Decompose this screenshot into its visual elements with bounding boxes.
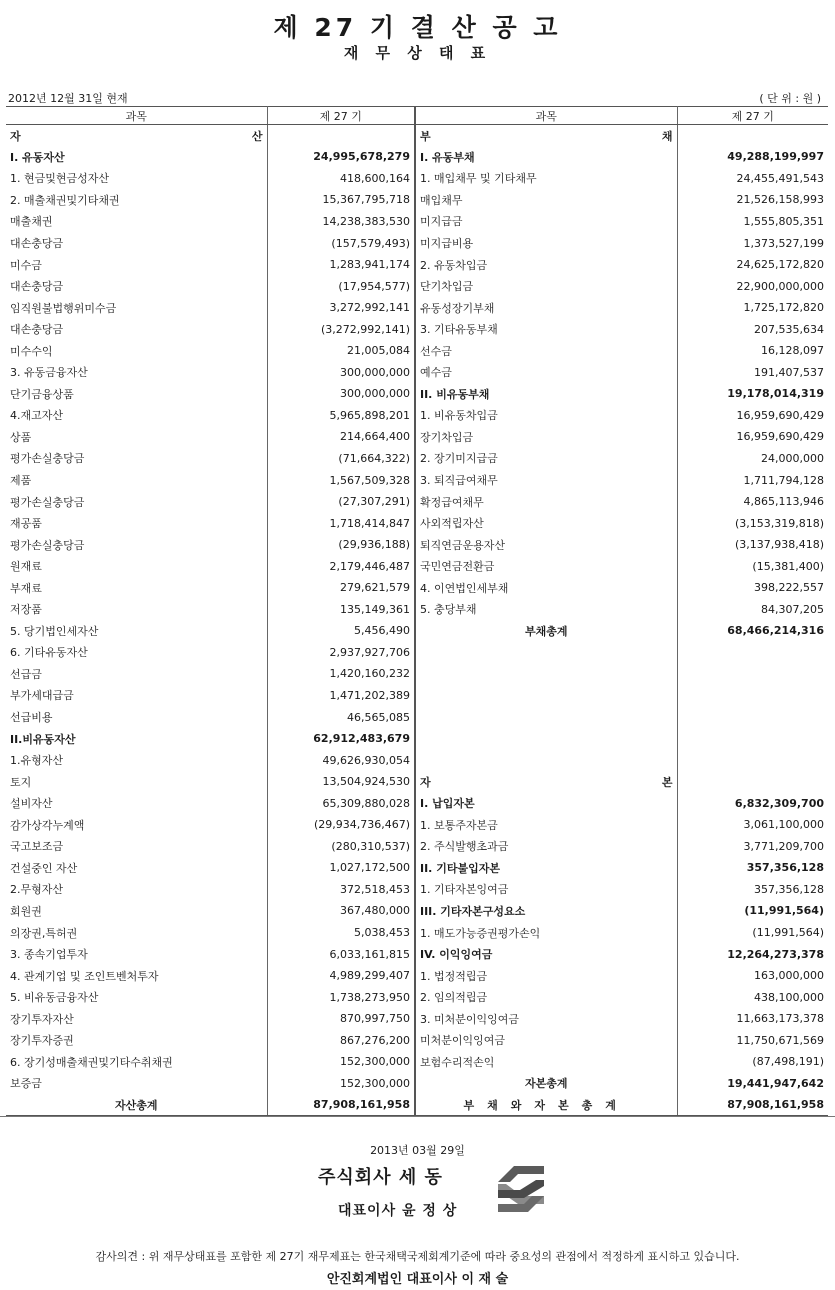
- account-label: 평가손실충당금: [6, 448, 267, 470]
- amount-value: [677, 642, 828, 664]
- account-label: 회원권: [6, 900, 267, 922]
- account-label: 1.유형자산: [6, 749, 267, 771]
- table-row: [6, 1051, 828, 1073]
- amount-value: 65,309,880,028: [267, 792, 415, 814]
- amount-value: 49,288,199,997: [727, 150, 824, 164]
- table-row: [6, 857, 828, 879]
- account-label: [415, 642, 677, 664]
- account-label: 평가손실충당금: [6, 534, 267, 556]
- amount-value: 1,555,805,351: [743, 214, 824, 228]
- amount-value: (17,954,577): [267, 275, 415, 297]
- table-row: [6, 792, 828, 814]
- amount-value: 300,000,000: [267, 383, 415, 405]
- account-label: 1. 기타자본잉여금: [415, 879, 677, 901]
- header-period-left: 제 27 기: [267, 107, 415, 125]
- table-row: [6, 728, 828, 750]
- table-row: [6, 685, 828, 707]
- amount-value: 4,989,299,407: [267, 965, 415, 987]
- account-label: 유동성장기부채: [415, 297, 677, 319]
- account-label: II.비유동자산: [6, 728, 267, 750]
- account-label: 제품: [6, 469, 267, 491]
- amount-value: [677, 663, 828, 685]
- amount-value: (29,936,188): [267, 534, 415, 556]
- amount-value: 19,441,947,642: [727, 1076, 824, 1090]
- table-row: [6, 189, 828, 211]
- account-label: 1. 법정적립금: [415, 965, 677, 987]
- account-label: 부가세대급금: [6, 685, 267, 707]
- table-row: [6, 211, 828, 233]
- ceo-name: 대표이사 윤 정 상: [338, 1203, 458, 1219]
- account-label: 확정급여채무: [415, 491, 677, 513]
- account-label: IV. 이익잉여금: [415, 943, 677, 965]
- amount-value: [677, 685, 828, 707]
- section-heading-first-char: 부: [420, 129, 431, 143]
- table-row: [6, 706, 828, 728]
- table-row: [6, 405, 828, 427]
- account-label: 1. 보통주자본금: [415, 814, 677, 836]
- table-row: [6, 577, 828, 599]
- account-label: 자산총계: [6, 1094, 267, 1116]
- account-label: 토지: [6, 771, 267, 793]
- amount-value: (29,934,736,467): [267, 814, 415, 836]
- table-row: [6, 469, 828, 491]
- table-row: [6, 125, 828, 147]
- table-row: [6, 599, 828, 621]
- amount-value: 6,832,309,700: [734, 796, 824, 810]
- account-label: 5. 당기법인세자산: [6, 620, 267, 642]
- table-row: [6, 491, 828, 513]
- amount-value: 11,750,671,569: [736, 1033, 824, 1047]
- amount-value: 3,771,209,700: [743, 839, 824, 853]
- account-label: 건설중인 자산: [6, 857, 267, 879]
- amount-value: 3,061,100,000: [743, 818, 824, 832]
- account-label: 3. 기타유동부채: [415, 318, 677, 340]
- amount-value: 357,356,128: [746, 861, 824, 875]
- sedong-logo-icon: [492, 1160, 550, 1218]
- amount-value: 1,027,172,500: [267, 857, 415, 879]
- page-subtitle: 재 무 상 태 표: [343, 44, 492, 62]
- amount-value: 438,100,000: [754, 990, 824, 1004]
- table-row: [6, 340, 828, 362]
- section-heading-left: [10, 128, 263, 144]
- account-label: 미처분이익잉여금: [415, 1029, 677, 1051]
- account-label: 단기금융상품: [6, 383, 267, 405]
- amount-value: 3,272,992,141: [267, 297, 415, 319]
- section-heading-last-char: 채: [661, 129, 673, 143]
- amount-value: (15,381,400): [752, 559, 824, 573]
- table-row: [6, 620, 828, 642]
- account-label: 선수금: [415, 340, 677, 362]
- amount-value: 2,937,927,706: [267, 642, 415, 664]
- amount-value: 867,276,200: [267, 1029, 415, 1051]
- account-label: 평가손실충당금: [6, 491, 267, 513]
- account-label: [415, 749, 677, 771]
- amount-value: 1,718,414,847: [267, 512, 415, 534]
- account-label: 대손충당금: [6, 318, 267, 340]
- amount-value: [677, 125, 828, 147]
- amount-value: 163,000,000: [754, 969, 824, 983]
- section-cell: [415, 125, 677, 147]
- account-label: 부재료: [6, 577, 267, 599]
- account-label: 3. 미처분이익잉여금: [415, 1008, 677, 1030]
- table-row: [6, 362, 828, 384]
- account-label: 3. 퇴직급여채무: [415, 469, 677, 491]
- amount-value: 1,373,527,199: [743, 236, 824, 250]
- amount-value: 22,900,000,000: [736, 279, 824, 293]
- section-heading-right: [420, 774, 673, 790]
- account-label: 상품: [6, 426, 267, 448]
- table-row: [6, 879, 828, 901]
- table-row: [6, 168, 828, 190]
- amount-value: 5,965,898,201: [267, 405, 415, 427]
- account-label: 부채와자본총계: [415, 1094, 677, 1116]
- account-label: 감가상각누계액: [6, 814, 267, 836]
- account-label: 2. 주식발행초과금: [415, 836, 677, 858]
- amount-value: 207,535,634: [754, 322, 824, 336]
- table-row: [6, 318, 828, 340]
- amount-value: 24,000,000: [761, 451, 824, 465]
- table-row: [6, 254, 828, 276]
- table-row: [6, 534, 828, 556]
- account-label: 장기차입금: [415, 426, 677, 448]
- amount-value: 21,005,084: [267, 340, 415, 362]
- table-row: [6, 836, 828, 858]
- amount-value: 870,997,750: [267, 1008, 415, 1030]
- amount-value: 418,600,164: [267, 168, 415, 190]
- account-label: 대손충당금: [6, 232, 267, 254]
- account-label: II. 기타불입자본: [415, 857, 677, 879]
- account-label: 6. 기타유동자산: [6, 642, 267, 664]
- amount-value: 372,518,453: [267, 879, 415, 901]
- table-row: [6, 275, 828, 297]
- table-row: [6, 749, 828, 771]
- amount-value: 46,565,085: [267, 706, 415, 728]
- amount-value: (71,664,322): [267, 448, 415, 470]
- amount-value: 11,663,173,378: [736, 1012, 824, 1026]
- audit-opinion: 감사의견 : 위 재무상태표를 포함한 제 27기 재무제표는 한국채택국제회계기준에 따라 중요성의 관점에서 적정하게 표시하고 있습니다.: [95, 1250, 740, 1263]
- account-label: 국고보조금: [6, 836, 267, 858]
- amount-value: 24,625,172,820: [736, 258, 824, 272]
- table-row: [6, 555, 828, 577]
- account-label: 매입채무: [415, 189, 677, 211]
- table-bottom-divider: [0, 1116, 835, 1117]
- amount-value: 357,356,128: [754, 882, 824, 896]
- table-row: [6, 771, 828, 793]
- signature-date: 2013년 03월 29일: [370, 1144, 465, 1157]
- account-label: 2. 장기미지급금: [415, 448, 677, 470]
- amount-value: 2,179,446,487: [267, 555, 415, 577]
- table-header-row: [6, 107, 828, 125]
- currency-unit: ( 단 위 : 원 ): [759, 92, 821, 105]
- amount-value: [677, 771, 828, 793]
- table-row: [6, 1029, 828, 1051]
- account-label: 1. 매입채무 및 기타채무: [415, 168, 677, 190]
- account-label: 2. 유동차입금: [415, 254, 677, 276]
- amount-value: 214,664,400: [267, 426, 415, 448]
- balance-sheet-table: [6, 106, 828, 1116]
- section-cell: [6, 125, 267, 147]
- table-row: [6, 965, 828, 987]
- table-row: [6, 642, 828, 664]
- amount-value: (3,137,938,418): [734, 538, 824, 552]
- amount-value: 1,738,273,950: [267, 986, 415, 1008]
- table-row: [6, 943, 828, 965]
- amount-value: (87,498,191): [752, 1055, 824, 1069]
- table-row: [6, 814, 828, 836]
- account-label: 보험수리적손익: [415, 1051, 677, 1073]
- amount-value: 16,959,690,429: [736, 430, 824, 444]
- amount-value: 87,908,161,958: [677, 1094, 828, 1116]
- account-label: 미수수익: [6, 340, 267, 362]
- amount-value: 24,995,678,279: [267, 146, 415, 168]
- account-label: 미지급비용: [415, 232, 677, 254]
- section-heading-last-char: 산: [251, 129, 263, 143]
- amount-value: 4,865,113,946: [743, 495, 824, 509]
- amount-value: [267, 125, 415, 147]
- account-label: 부채총계: [415, 620, 677, 642]
- amount-value: 15,367,795,718: [267, 189, 415, 211]
- table-row: [6, 663, 828, 685]
- account-label: 매출채권: [6, 211, 267, 233]
- table-row: [6, 1073, 828, 1095]
- table-row: [6, 146, 828, 168]
- table-row: [6, 1008, 828, 1030]
- amount-value: 152,300,000: [267, 1073, 415, 1095]
- amount-value: 24,455,491,543: [736, 171, 824, 185]
- amount-value: 367,480,000: [267, 900, 415, 922]
- account-label: 임직원불법행위미수금: [6, 297, 267, 319]
- section-heading-first-char: 자: [10, 129, 21, 143]
- amount-value: 84,307,205: [761, 602, 824, 616]
- account-label: 6. 장기성매출채권및기타수취채권: [6, 1051, 267, 1073]
- account-label: 3. 종속기업투자: [6, 943, 267, 965]
- account-label: [415, 663, 677, 685]
- amount-value: (3,272,992,141): [267, 318, 415, 340]
- account-label: 미수금: [6, 254, 267, 276]
- amount-value: [677, 728, 828, 750]
- account-label: [415, 685, 677, 707]
- account-label: [415, 706, 677, 728]
- amount-value: 1,725,172,820: [743, 301, 824, 315]
- account-label: 선급금: [6, 663, 267, 685]
- company-name: 주식회사 세 동: [318, 1167, 443, 1188]
- account-label: 1. 매도가능증권평가손익: [415, 922, 677, 944]
- amount-value: 191,407,537: [754, 365, 824, 379]
- amount-value: 5,038,453: [267, 922, 415, 944]
- amount-value: 152,300,000: [267, 1051, 415, 1073]
- account-label: 2. 매출채권및기타채권: [6, 189, 267, 211]
- account-label: 설비자산: [6, 792, 267, 814]
- amount-value: 13,504,924,530: [267, 771, 415, 793]
- account-label: 단기차입금: [415, 275, 677, 297]
- table-row: [6, 512, 828, 534]
- account-label: 선급비용: [6, 706, 267, 728]
- amount-value: (157,579,493): [267, 232, 415, 254]
- account-label: I. 유동자산: [6, 146, 267, 168]
- account-label: 1. 현금및현금성자산: [6, 168, 267, 190]
- section-cell: [415, 771, 677, 793]
- amount-value: [677, 749, 828, 771]
- amount-value: 19,178,014,319: [727, 387, 824, 401]
- auditor-name: 안진회계법인 대표이사 이 재 술: [326, 1272, 509, 1287]
- table-row: [6, 426, 828, 448]
- table-row: [6, 297, 828, 319]
- section-heading-first-char: 자: [420, 775, 431, 789]
- amount-value: (27,307,291): [267, 491, 415, 513]
- amount-value: (280,310,537): [267, 836, 415, 858]
- amount-value: 300,000,000: [267, 362, 415, 384]
- account-label: II. 비유동부채: [415, 383, 677, 405]
- amount-value: 398,222,557: [754, 581, 824, 595]
- account-label: 퇴직연금운용자산: [415, 534, 677, 556]
- amount-value: 12,264,273,378: [727, 947, 824, 961]
- account-label: 원재료: [6, 555, 267, 577]
- account-label: 보증금: [6, 1073, 267, 1095]
- amount-value: 1,711,794,128: [743, 473, 824, 487]
- amount-value: (11,991,564): [744, 904, 824, 918]
- statement-date: 2012년 12월 31일 현재: [8, 92, 128, 105]
- page-title: 제 27 기 결 산 공 고: [273, 13, 562, 42]
- account-label: 사외적립자산: [415, 512, 677, 534]
- header-item-right: 과목: [415, 107, 677, 125]
- account-label: III. 기타자본구성요소: [415, 900, 677, 922]
- table-row: [6, 232, 828, 254]
- account-label: 4. 이연법인세부채: [415, 577, 677, 599]
- amount-value: 21,526,158,993: [736, 193, 824, 207]
- amount-value: (11,991,564): [752, 926, 824, 939]
- amount-value: (3,153,319,818): [734, 516, 824, 530]
- account-label: [415, 728, 677, 750]
- amount-value: 68,466,214,316: [727, 624, 824, 638]
- account-label: 1. 비유동차입금: [415, 405, 677, 427]
- account-label: 5. 비유동금융자산: [6, 986, 267, 1008]
- account-label: 5. 충당부채: [415, 599, 677, 621]
- amount-value: 87,908,161,958: [267, 1094, 415, 1116]
- account-label: 미지급금: [415, 211, 677, 233]
- account-label: 2.무형자산: [6, 879, 267, 901]
- table-row: [6, 383, 828, 405]
- account-label: 재공품: [6, 512, 267, 534]
- amount-value: 279,621,579: [267, 577, 415, 599]
- account-label: 자본총계: [415, 1073, 677, 1095]
- amount-value: 1,471,202,389: [267, 685, 415, 707]
- account-label: 4. 관계기업 및 조인트벤처투자: [6, 965, 267, 987]
- table-row: [6, 922, 828, 944]
- amount-value: 49,626,930,054: [267, 749, 415, 771]
- account-label: 국민연금전환금: [415, 555, 677, 577]
- amount-value: 16,128,097: [761, 344, 824, 358]
- account-label: I. 유동부채: [415, 146, 677, 168]
- account-label: 예수금: [415, 362, 677, 384]
- account-label: 저장품: [6, 599, 267, 621]
- amount-value: 14,238,383,530: [267, 211, 415, 233]
- account-label: 장기투자증권: [6, 1029, 267, 1051]
- amount-value: 1,283,941,174: [267, 254, 415, 276]
- account-label: 대손충당금: [6, 275, 267, 297]
- table-row: [6, 986, 828, 1008]
- account-label: I. 납입자본: [415, 792, 677, 814]
- amount-value: 16,959,690,429: [736, 408, 824, 422]
- account-label: 4.재고자산: [6, 405, 267, 427]
- table-row: [6, 1094, 828, 1116]
- amount-value: 5,456,490: [267, 620, 415, 642]
- header-item-left: 과목: [6, 107, 267, 125]
- header-period-right: 제 27 기: [677, 107, 828, 125]
- table-row: [6, 448, 828, 470]
- account-label: 장기투자자산: [6, 1008, 267, 1030]
- table-row: [6, 900, 828, 922]
- account-label: 3. 유동금융자산: [6, 362, 267, 384]
- section-heading-right: [420, 128, 673, 144]
- amount-value: 6,033,161,815: [267, 943, 415, 965]
- account-label: 2. 임의적립금: [415, 986, 677, 1008]
- amount-value: [677, 706, 828, 728]
- amount-value: 135,149,361: [267, 599, 415, 621]
- amount-value: 1,420,160,232: [267, 663, 415, 685]
- amount-value: 62,912,483,679: [267, 728, 415, 750]
- section-heading-last-char: 본: [661, 775, 673, 789]
- amount-value: 1,567,509,328: [267, 469, 415, 491]
- account-label: 의장권,특허권: [6, 922, 267, 944]
